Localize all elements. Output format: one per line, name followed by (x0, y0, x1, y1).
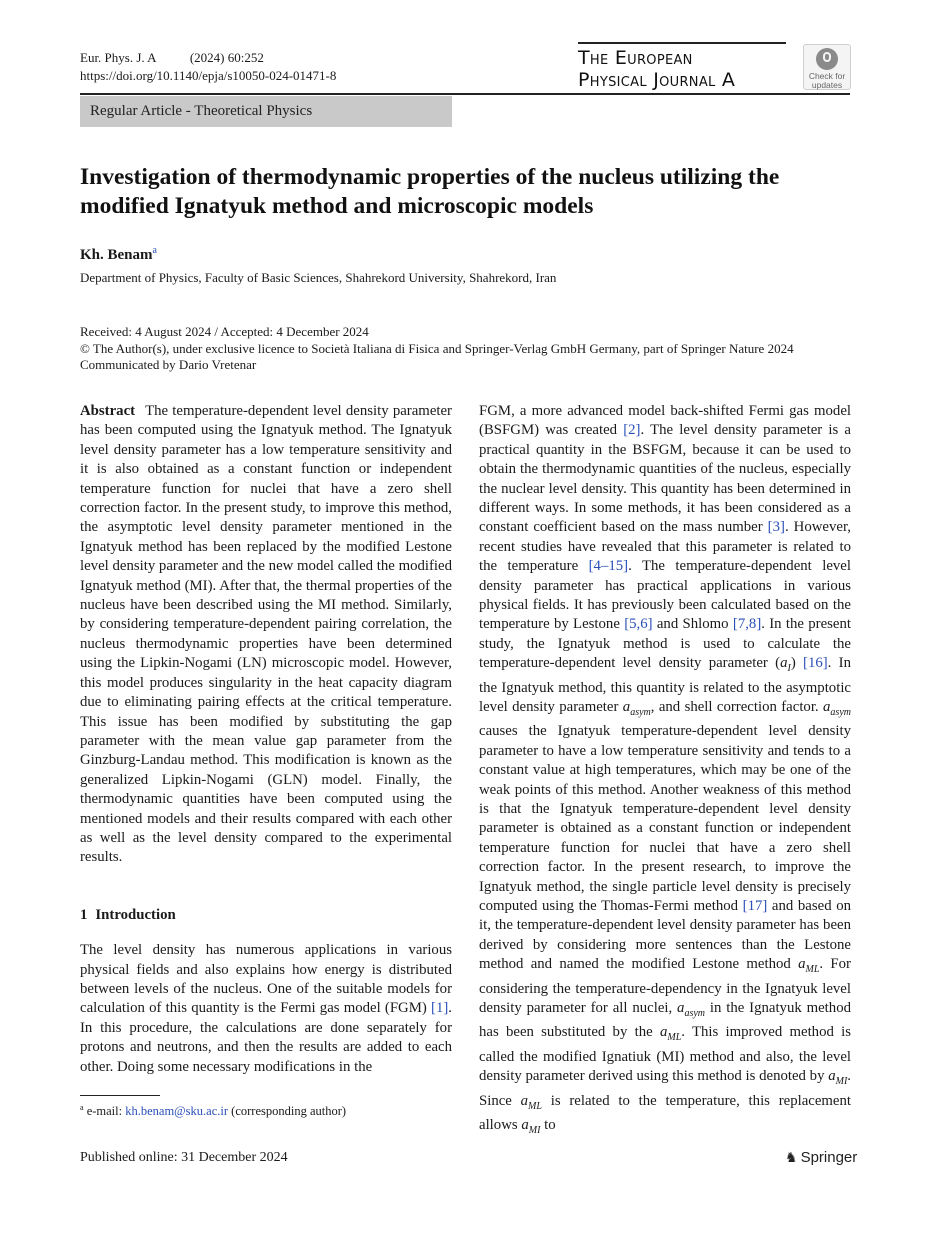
communicated-by: Communicated by Dario Vretenar (80, 357, 257, 372)
citation-link[interactable]: [16] (803, 655, 828, 672)
publisher-logo (785, 1149, 857, 1166)
citation-link[interactable]: [4–15] (588, 558, 629, 575)
journal-name (578, 42, 786, 91)
intro-paragraph-continued: FGM, a more advanced model back-shifted Fermi gas model (BSFGM) was created [2]. The level density parameter is a practical quantity in the BSFGM, because it can be used to obtain the thermodynamic quantities of the nucleus, especially the nuclear level density. This quantity has been determined in different ways. In some methods, it has been considered as a constant coefficient based on the mass number [3]. However, recent studies have revealed that this parameter is related to the temperature [4–15]. The temperature-dependent level density parameter has practical applications in various physical fields. It has previously been calculated based on the temperature by Lestone [5,6] and Shlomo [7,8]. In the present study, the Ignatyuk method is used to calculate the temperature-dependent level density parameter $(a_I)$ [16]. In the Ignatyuk method, this quantity is related to the asymptotic level density parameter $a_{asym}$, and shell correction factor. $a_{asym}$ causes the Ignatyuk temperature-dependent level density parameter to have a low temperature sensitivity and tends to a constant value at high temperatures, which may be one of the weak points of this method. Another weakness of this method is that the Ignatyuk temperature-dependent level density parameter is obtained as a constant function or independent temperature function for nuclei that have a zero shell correction factor. In the present research, to improve the Ignatyuk method, the single particle level density is precisely computed using the Thomas-Fermi method [17] and based on it, the temperature-dependent level density parameter has been derived by considering more sentences than the Lestone method and named the modified Lestone method $a_{ML}$. For considering the temperature-dependency in the Ignatyuk level density parameter for all nuclei, $a_{asym}$ in the Ignatyuk method has been substituted by the $a_{ML}$. This improved method is called the modified Ignatiuk (MI) method and also, the level density parameter derived using this method is denoted by $a_{MI}$. Since $a_{ML}$ is related to the temperature, this replacement allows $a_{MI}$ to (479, 403, 852, 1136)
math-symbol: $a_{ML}$ (659, 1024, 682, 1044)
citation-link[interactable]: [17] (742, 898, 768, 915)
abstract (80, 402, 452, 868)
math-symbol: $a_{MI}$ (828, 1068, 848, 1088)
math-symbol: $a_{ML}$ (798, 956, 820, 976)
doi-link[interactable]: https://doi.org/10.1140/epja/s10050-024-01471-8 (80, 68, 337, 83)
journal-abbrev: Eur. Phys. J. A (80, 50, 157, 65)
affiliation: Department of Physics, Faculty of Basic Sciences, Shahrekord University, Shahrekord, Iran (80, 270, 557, 285)
section-title: Introduction (95, 906, 176, 923)
springer-horse-icon: ♞ (785, 1149, 798, 1165)
citation-link[interactable]: [3] (767, 519, 785, 536)
section-number: 1 (80, 906, 88, 923)
math-symbol: $a_{ML}$ (520, 1092, 542, 1112)
math-symbol: $a_{asym}$ (823, 699, 851, 718)
math-symbol: $a_I$ (780, 655, 791, 675)
author (80, 245, 157, 264)
bookmark-icon (816, 48, 838, 70)
check-for-updates-badge[interactable] (803, 44, 851, 90)
footnote: $^a$ e-mail: kh.benam@sku.ac.ir (corresponding author) (80, 1103, 347, 1119)
author-name: Kh. Benam (80, 247, 153, 263)
footnote-marker: a (80, 1103, 84, 1112)
check-updates-line1: Check for (808, 71, 846, 81)
citation-link[interactable]: [2] (623, 422, 641, 439)
article-title: Investigation of thermodynamic properties of the nucleus utilizing the modified Ignatyuk method and microscopic models (80, 164, 780, 219)
published-date: Published online: 31 December 2024 (80, 1150, 288, 1165)
citation-header (80, 49, 336, 85)
footnote-divider (80, 1095, 160, 1096)
citation-link[interactable]: [7,8] (732, 616, 762, 633)
citation-link[interactable]: [1] (431, 1000, 449, 1017)
copyright-line: © The Author(s), under exclusive licence to Società Italiana di Fisica and Springer-Verlag GmbH Germany, part of Springer Nature 2024 (80, 340, 794, 356)
math-symbol: $a_{MI}$ (521, 1116, 541, 1136)
received-accepted: Received: 4 August 2024 / Accepted: 4 December 2024 (80, 324, 369, 339)
journal-name-line1: The European (578, 47, 693, 69)
author-footnote-marker[interactable]: a (152, 245, 157, 256)
header-divider (80, 93, 850, 95)
intro-paragraph-start: The level density has numerous applications in various physical fields and also explains how energy is distributed between levels of the nucleus. One of the suitable models for calculation of this quantity is the Fermi gas model (FGM) [1]. In this procedure, the calculations are done separately for protons and neutrons, and then the results are added to each other. Doing some necessary modifications in the (80, 942, 452, 1075)
abstract-label: Abstract (80, 403, 136, 419)
math-symbol: $a_{asym}$ (622, 699, 651, 718)
article-category: Regular Article - Theoretical Physics (80, 96, 452, 127)
abstract-text: The temperature-dependent level density parameter has been computed using the Ignatyuk method. The Ignatyuk level density parameter has a low temperature sensitivity and it is also obtained as a constant function or independent temperature function for nuclei that have a zero shell correction factor. In the present study, to improve this method, the asymptotic level density parameter mentioned in the Ignatyuk method has been replaced by the modified Lestone level density parameter and the new model called the modified Ignatyuk method (MI). After that, the thermal properties of the nucleus have been described using the MI method. Similarly, by considering temperature-dependent pairing correlation, the nucleus thermodynamic properties have been determined using the Lipkin-Nogami (LN) microscopic model. However, this model produces singularity in the heat capacity diagram due to eliminating pairing effects at the critical temperature. This issue has been modified by substituting the gap parameter with the mean value gap parameter from the Ginzburg-Landau method. This modification is known as the generalized Lipkin-Nogami (GLN) model. Finally, the thermodynamic quantities have been computed using the mentioned models and their results compared with each other as well as the level density compared to the experimental results. (80, 403, 452, 866)
article-history (80, 324, 794, 374)
journal-name-line2: Physical Journal A (578, 69, 736, 91)
publisher-name: Springer (800, 1149, 858, 1166)
math-symbol: $a_{asym}$ (677, 1000, 706, 1019)
left-column (80, 402, 452, 1077)
check-updates-line2: updates (811, 80, 843, 90)
section-heading (80, 906, 452, 925)
citation-link[interactable]: [5,6] (624, 616, 653, 633)
right-column (479, 402, 851, 1140)
email-link[interactable]: kh.benam@sku.ac.ir (125, 1104, 229, 1119)
volume-info: (2024) 60:252 (189, 50, 264, 65)
